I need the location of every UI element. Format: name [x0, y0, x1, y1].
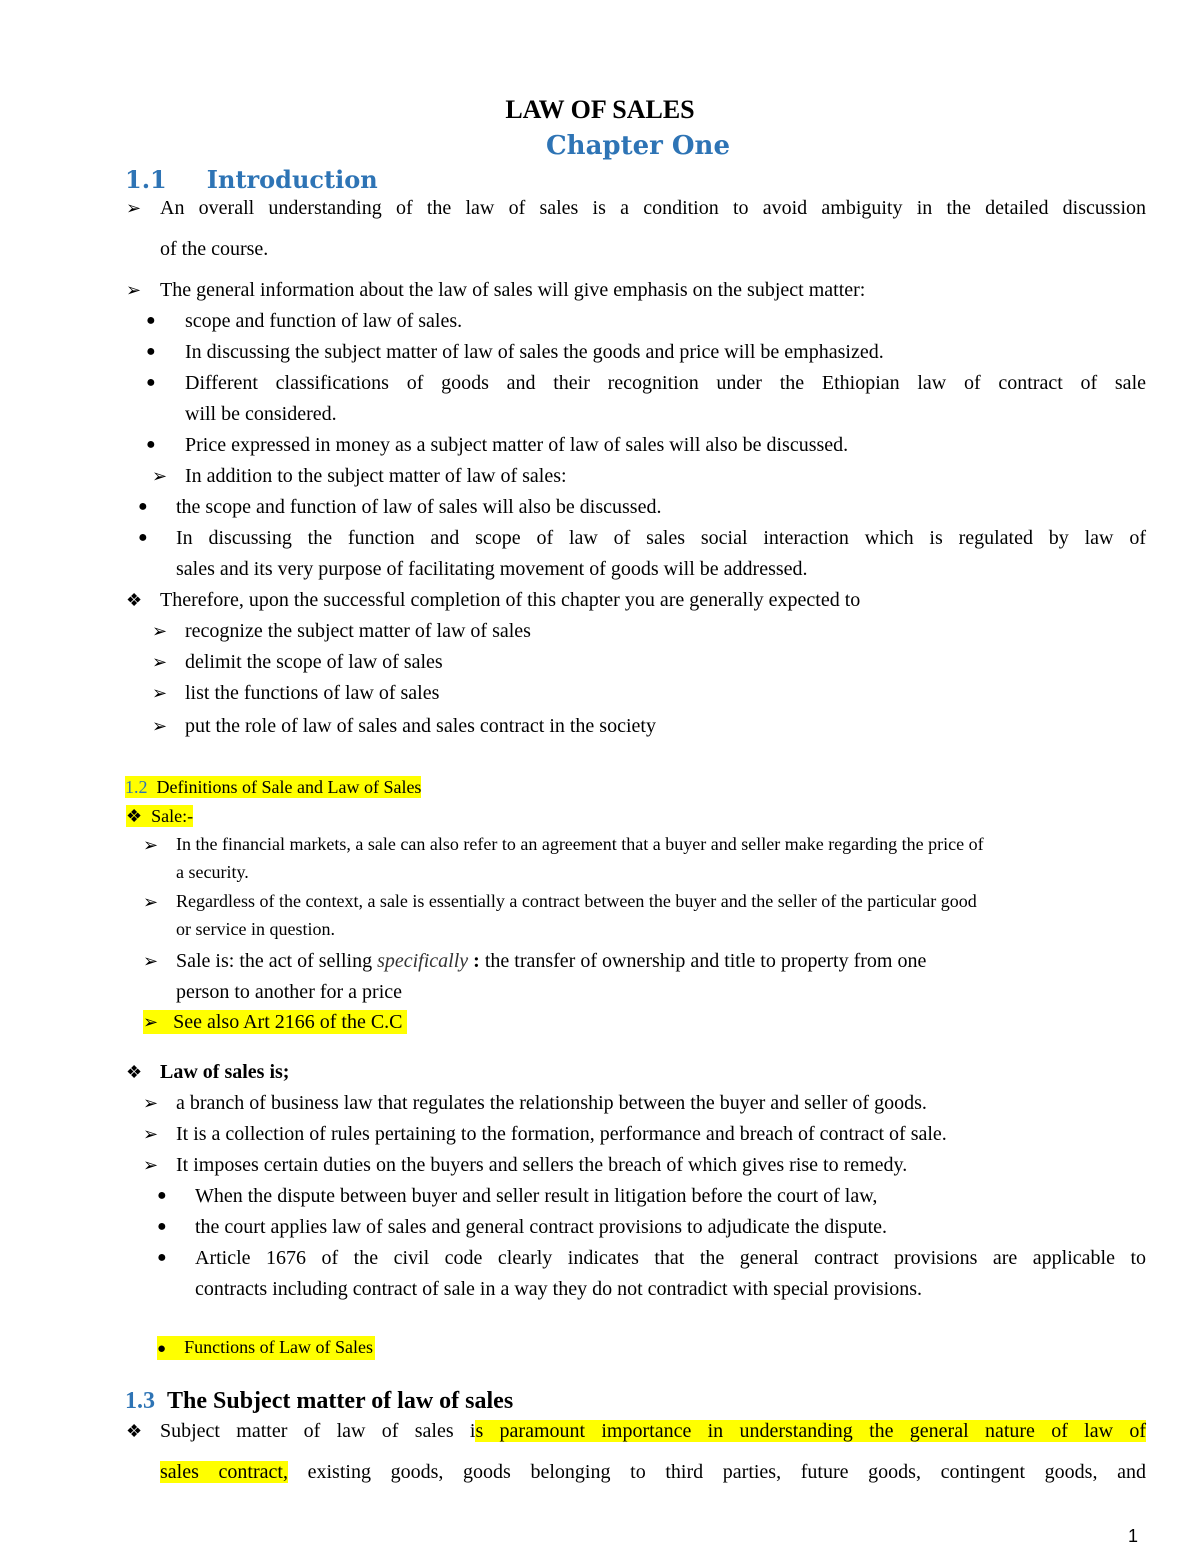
list-item: scope and function of law of sales. [185, 310, 463, 332]
arrow-bullet-icon: ➢ [126, 198, 142, 218]
bullet-dot-icon: ● [138, 529, 148, 546]
arrow-bullet-icon: ➢ [152, 466, 168, 486]
bullet-dot-icon: ● [157, 1249, 167, 1266]
bullet-dot-icon: ● [146, 436, 156, 453]
section-title: Definitions of Sale and Law of Sales [156, 777, 422, 797]
definition-text: Sale is: the act of selling [176, 950, 378, 972]
definition-text: the transfer of ownership and title to property from one [484, 950, 927, 972]
arrow-bullet-icon: ➢ [143, 1155, 159, 1175]
section-title: The Subject matter of law of sales [167, 1388, 514, 1414]
arrow-bullet-icon: ➢ [143, 951, 159, 971]
definition-line: or service in question. [176, 919, 335, 939]
law-item: a branch of business law that regulates the relationship between the buyer and seller of goods. [176, 1092, 927, 1114]
reference-text: See also Art 2166 of the C.C [173, 1011, 403, 1033]
definition-colon: : [468, 950, 485, 972]
arrow-bullet-icon: ➢ [143, 1124, 159, 1144]
section-1-1-heading [125, 165, 378, 195]
bullet-dot-icon: ● [138, 498, 148, 515]
list-item-continuation: will be considered. [185, 403, 337, 425]
section-number: 1.1 [125, 165, 167, 194]
law-sub-item: When the dispute between buyer and seller result in litigation before the court of law, [195, 1185, 878, 1207]
section-title: Introduction [206, 165, 378, 194]
list-item: the scope and function of law of sales will also be discussed. [176, 496, 662, 518]
arrow-bullet-icon: ➢ [126, 280, 142, 300]
law-sub-item-continuation: contracts including contract of sale in a way they do not contradict with special provisions. [195, 1278, 923, 1300]
sale-heading [126, 805, 193, 827]
definition-line: person to another for a price [176, 981, 403, 1003]
arrow-bullet-icon: ➢ [152, 652, 168, 672]
highlighted-text: s paramount importance in understanding the general nature of law of [475, 1420, 1146, 1442]
arrow-bullet-icon: ➢ [152, 716, 168, 736]
chapter-title: Chapter One [545, 131, 731, 161]
list-item: Price expressed in money as a subject matter of law of sales will also be discussed. [185, 434, 849, 456]
law-item: It is a collection of rules pertaining to the formation, performance and breach of contract of sale. [176, 1123, 947, 1145]
intro-paragraph: The general information about the law of sales will give emphasis on the subject matter: [160, 279, 866, 301]
arrow-bullet-icon: ➢ [152, 621, 168, 641]
arrow-bullet-icon: ➢ [143, 892, 159, 912]
arrow-bullet-icon: ➢ [143, 835, 159, 855]
definition-line: In the financial markets, a sale can also refer to an agreement that a buyer and seller make regarding the price of [176, 834, 984, 854]
page-number: 1 [1128, 1526, 1139, 1546]
bullet-dot-icon: ● [146, 343, 156, 360]
bullet-dot-icon: ● [157, 1187, 167, 1204]
subject-matter-line [160, 1419, 1146, 1443]
subject-matter-text: existing goods, goods belonging to third parties, future goods, contingent goods, and [287, 1461, 1147, 1483]
sale-label: Sale:- [151, 806, 194, 826]
see-also-reference [143, 1010, 407, 1034]
definition-emphasis: specifically [377, 950, 469, 972]
objective-item: delimit the scope of law of sales [185, 651, 443, 673]
law-of-sales-heading: Law of sales is; [160, 1061, 290, 1083]
diamond-bullet-icon: ❖ [126, 806, 143, 826]
functions-label: Functions of Law of Sales [184, 1337, 374, 1357]
bullet-dot-icon: ● [146, 374, 156, 391]
subject-matter-text: Subject matter of law of sales i [160, 1420, 476, 1442]
diamond-bullet-icon: ❖ [126, 1062, 143, 1082]
arrow-bullet-icon: ➢ [143, 1012, 159, 1032]
list-item: In discussing the subject matter of law of sales the goods and price will be emphasized. [185, 341, 884, 363]
list-item: In discussing the function and scope of law of sales social interaction which is regulated by law of [176, 527, 1146, 549]
definition-line: Regardless of the context, a sale is essentially a contract between the buyer and the seller of the particular good [176, 891, 977, 911]
bullet-dot-icon: ● [146, 312, 156, 329]
diamond-bullet-icon: ❖ [126, 1421, 143, 1441]
definition-line [176, 949, 926, 973]
arrow-bullet-icon: ➢ [143, 1093, 159, 1113]
objective-item: put the role of law of sales and sales contract in the society [185, 715, 656, 737]
subject-matter-line [160, 1460, 1146, 1484]
objectives-intro: Therefore, upon the successful completion of this chapter you are generally expected to [160, 589, 861, 611]
law-item: It imposes certain duties on the buyers and sellers the breach of which gives rise to remedy. [176, 1154, 908, 1176]
definition-line: a security. [176, 862, 249, 882]
list-item: In addition to the subject matter of law of sales: [185, 465, 567, 487]
document-title: LAW OF SALES [505, 95, 695, 124]
functions-heading [157, 1336, 375, 1360]
arrow-bullet-icon: ➢ [152, 683, 168, 703]
law-sub-item: the court applies law of sales and general contract provisions to adjudicate the dispute. [195, 1216, 888, 1238]
bullet-dot-icon: ● [157, 1341, 167, 1357]
list-item: Different classifications of goods and their recognition under the Ethiopian law of contract of sale [185, 372, 1146, 394]
intro-paragraph-line: An overall understanding of the law of sales is a condition to avoid ambiguity in the detailed discussion [160, 197, 1146, 219]
section-1-3-heading [125, 1386, 513, 1416]
section-1-2-heading [125, 776, 421, 798]
bullet-dot-icon: ● [157, 1218, 167, 1235]
diamond-bullet-icon: ❖ [126, 590, 143, 610]
highlighted-text: sales contract, [160, 1461, 288, 1483]
list-item-continuation: sales and its very purpose of facilitating movement of goods will be addressed. [176, 558, 808, 580]
law-sub-item: Article 1676 of the civil code clearly indicates that the general contract provisions are applicable to [195, 1247, 1146, 1269]
intro-paragraph-line: of the course. [160, 238, 269, 260]
objective-item: list the functions of law of sales [185, 682, 440, 704]
objective-item: recognize the subject matter of law of sales [185, 620, 531, 642]
section-number: 1.2 [125, 777, 148, 797]
section-number: 1.3 [125, 1388, 155, 1414]
